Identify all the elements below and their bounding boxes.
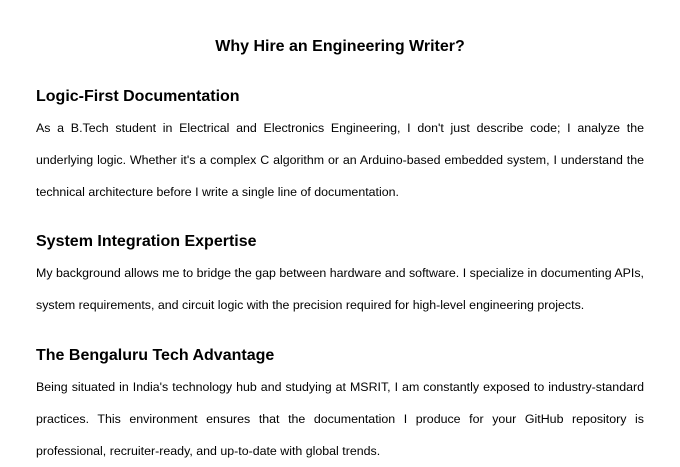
section-body-bengaluru-advantage: Being situated in India's technology hub and studying at MSRIT, I am constantly exposed to industry-standard practices. This environment ensures that the documentation I produce for your GitHub repository is professional, recruiter-ready, and up-to-date with global trends.	[36, 380, 644, 458]
page-title: Why Hire an Engineering Writer?	[215, 38, 465, 55]
section-body-system-integration: My background allows me to bridge the gap between hardware and software. I specialize in documenting APIs, system requirements, and circuit logic with the precision required for high-level engineering projects.	[36, 266, 644, 312]
section-heading-system-integration: System Integration Expertise	[36, 233, 257, 250]
section-body-logic-first: As a B.Tech student in Electrical and Electronics Engineering, I don't just describe code; I analyze the underlying logic. Whether it's a complex C algorithm or an Arduino-based embedded system, I understand the technical architecture before I write a single line of documentation.	[36, 121, 644, 199]
section-heading-bengaluru-advantage: The Bengaluru Tech Advantage	[36, 347, 275, 364]
section-heading-logic-first: Logic-First Documentation	[36, 88, 240, 105]
